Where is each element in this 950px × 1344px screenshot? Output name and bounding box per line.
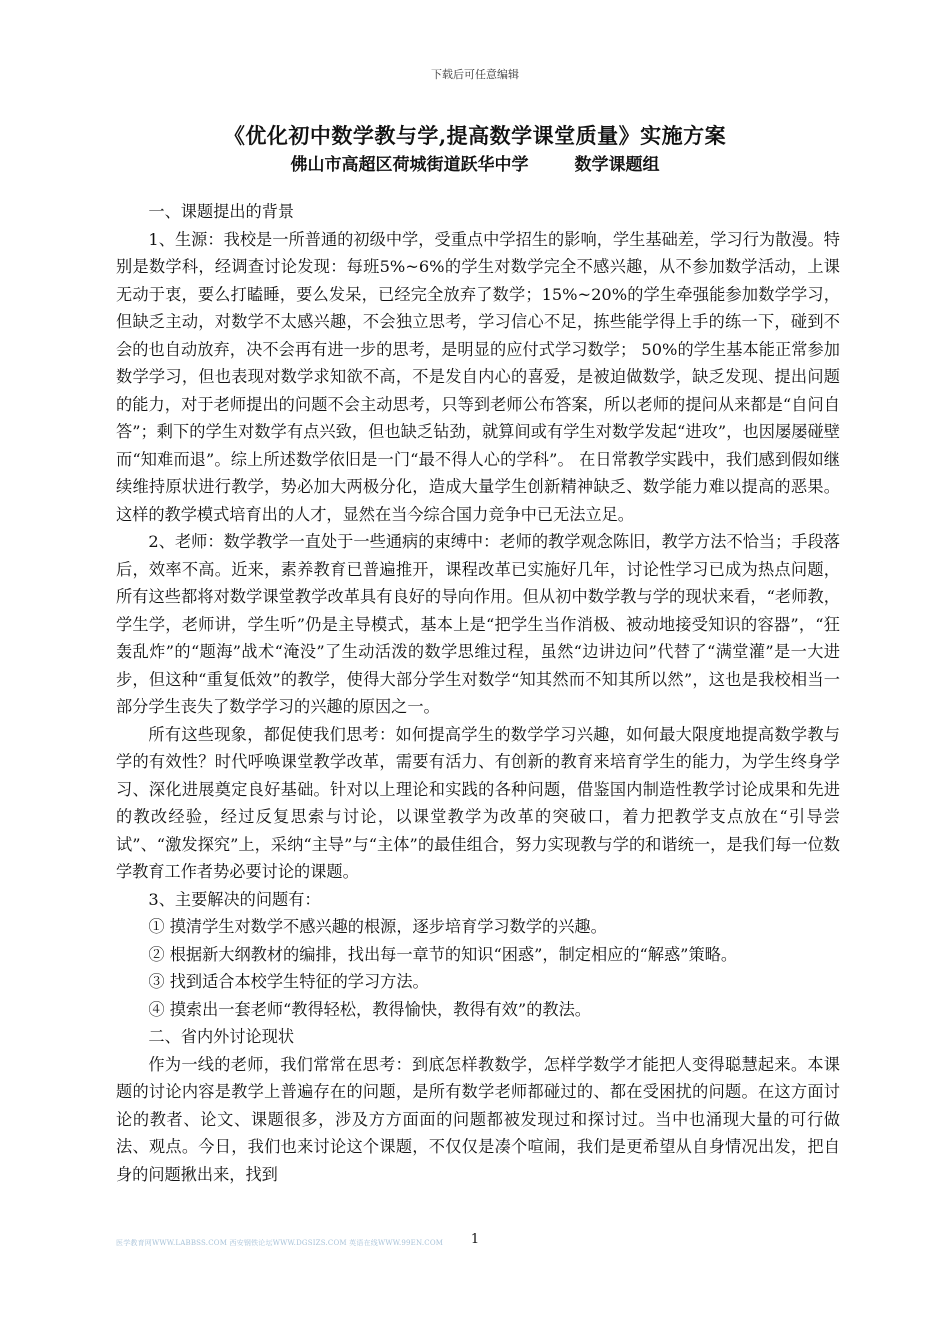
paragraph-problems-heading: 3、主要解决的问题有：	[148, 889, 321, 909]
list-item: ④ 摸索出一套老师“教得轻松，教得愉快，教得有效”的教法。	[148, 999, 591, 1019]
section-heading-research-status: 二、省内外讨论现状	[148, 1027, 295, 1046]
document-body	[116, 198, 840, 1188]
list-item: ③ 找到适合本校学生特征的学习方法。	[148, 972, 429, 991]
paragraph-teachers: 2、老师：数学教学一直处于一些通病的束缚中：老师的教学观念陈旧，教学方法不恰当；手段落后，效率不高。近来，素养教育已普遍推开，课程改革已实施好几年，讨论性学习已成为热点问题，所有这些都将对数学课堂教学改革具有良好的导向作用。但从初中数学教与学的现状来看，“老师教，学生学，老师讲，学生听”仍是主导模式，基本上是“把学生当作消极、被动地接受知识的容器”，“狂轰乱炸”的“题海”战术“淹没”了生动活泼的数学思维过程，虽然“边讲边问”代替了“满堂灌”是一大进步，但这种“重复低效”的教学，使得大部分学生对数学“知其然而不知其所以然”，这也是我校相当一部分学生丧失了数学学习的兴趣的原因之一。	[116, 532, 840, 716]
page-number: 1	[470, 1232, 480, 1247]
document-title: 《优化初中数学教与学,提高数学课堂质量》实施方案	[223, 123, 727, 148]
list-item: ① 摸清学生对数学不感兴趣的根源，逐步培育学习数学的兴趣。	[148, 917, 607, 936]
document-subtitle	[0, 150, 950, 175]
paragraph-students: 1、生源：我校是一所普通的初级中学，受重点中学招生的影响，学生基础差，学习行为散漫。特别是数学科，经调查讨论发现：每班5%~6%的学生对数学完全不感兴趣，从不参加数学活动，上课无动于衷，要么打瞌睡，要么发呆，已经完全放弃了数学；15%~20%的学生牵强能参加数学学习，但缺乏主动，对数学不太感兴趣，不会独立思考，学习信心不足，拣些能学得上手的练一下，碰到不会的也自动放弃，决不会再有进一步的思考，是明显的应付式学习数学； 50%的学生基本能正常参加数学学习，但也表现对数学求知欲不高，不是发自内心的喜爱，是被迫做数学，缺乏发现、提出问题的能力，对于老师提出的问题不会主动思考，只等到老师公布答案，所以老师的提问从来都是“自问自答”；剩下的学生对数学有点兴致，但也缺乏钻劲，就算间或有学生对数学发起“进攻”，也因屡屡碰壁而“知难而退”。综上所述数学依旧是一门“最不得人心的学科”。 在日常教学实践中，我们感到假如继续维持原状进行教学，势必加大两极分化，造成大量学生创新精神缺乏、数学能力难以提高的恶果。这样的教学模式培育出的人才，显然在当今综合国力竞争中已无法立足。	[116, 229, 840, 524]
section-heading-background: 一、课题提出的背景	[148, 202, 295, 221]
school-name: 佛山市高超区荷城街道跃华中学	[290, 155, 529, 175]
header-note: 下载后可任意编辑	[431, 68, 519, 81]
list-item: ② 根据新大纲教材的编排，找出每一章节的知识“困惑”，制定相应的“解惑”策略。	[148, 944, 738, 964]
paragraph-reflection: 所有这些现象，都促使我们思考：如何提高学生的数学学习兴趣，如何最大限度地提高数学教与学的有效性？时代呼唤课堂教学改革，需要有活力、有创新的教育来培育学生的能力，为学生终身学习、深化进展奠定良好基础。针对以上理论和实践的各种问题，借鉴国内制造性教学讨论成果和先进的教改经验，经过反复思索与讨论，以课堂教学为改革的突破口，着力把教学支点放在“引导尝试”、“激发探究”上，采纳“主导”与“主体”的最佳组合，努力实现教与学的和谐统一，是我们每一位数学教育工作者势必要讨论的课题。	[116, 724, 840, 881]
footer-links[interactable]: 医学教育网WWW.LABBSS.COM 西安钢铁论坛WWW.DGSIZS.COM 英语在线WWW.99EN.COM	[116, 1239, 444, 1247]
group-name: 数学课题组	[574, 155, 660, 175]
paragraph-research-status: 作为一线的老师，我们常常在思考：到底怎样教数学，怎样学数学才能把人变得聪慧起来。本课题的讨论内容是教学上普遍存在的问题，是所有数学老师都碰过的、都在受困扰的问题。在这方面讨论的教者、论文、课题很多，涉及方方面面的问题都被发现过和探讨过。当中也涌现大量的可行做法、观点。今日，我们也来讨论这个课题，不仅仅是凑个喧闹，我们是更希望从自身情况出发，把自身的问题揪出来，找到	[116, 1054, 840, 1184]
